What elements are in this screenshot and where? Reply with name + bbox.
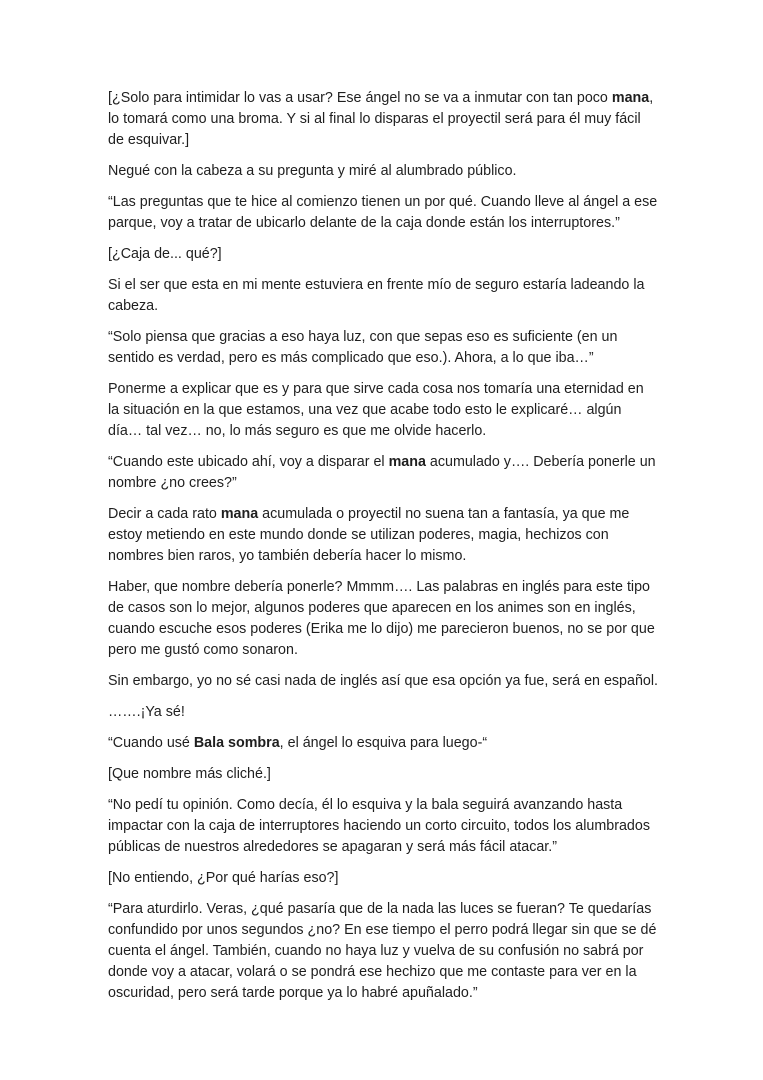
text-run: , el ángel lo esquiva para luego-“ [279, 735, 488, 751]
paragraph-2 [108, 161, 658, 182]
text-run: Negué con la cabeza a su pregunta y miré al alumbrado público. [108, 163, 517, 179]
paragraph-12 [108, 702, 658, 723]
text-run: Ponerme a explicar que es y para que sirve cada cosa nos tomaría una eternidad en la situación en la que estamos, una vez que acabe todo esto le explicaré… algún día… tal vez… no, lo más seguro es que me olvide hacerlo. [108, 381, 644, 439]
text-run: , lo tomará como una broma. Y si al final lo disparas el proyectil será para él muy fácil de esquivar.] [108, 90, 654, 148]
paragraph-9 [108, 504, 658, 567]
bold-term: mana [388, 454, 426, 470]
paragraph-13 [108, 733, 658, 754]
text-run: Decir a cada rato [108, 506, 221, 522]
text-run: [¿Solo para intimidar lo vas a usar? Ese ángel no se va a inmutar con tan poco [108, 90, 612, 106]
text-run: acumulada o proyectil no suena tan a fantasía, ya que me estoy metiendo en este mundo donde se utilizan poderes, magia, hechizos con nombres bien raros, yo también debería hacer lo mismo. [108, 506, 630, 564]
text-run: Si el ser que esta en mi mente estuviera en frente mío de seguro estaría ladeando la cabeza. [108, 277, 645, 314]
paragraph-1 [108, 88, 658, 151]
text-run: “Solo piensa que gracias a eso haya luz, con que sepas eso es suficiente (en un sentido es verdad, pero es más complicado que eso.). Ahora, a lo que iba…” [108, 329, 618, 366]
text-run: [¿Caja de... qué?] [108, 246, 222, 262]
paragraph-7 [108, 379, 658, 442]
bold-term: mana [220, 506, 259, 522]
paragraph-17 [108, 899, 658, 1004]
bold-term: mana [611, 90, 650, 106]
text-run: Haber, que nombre debería ponerle? Mmmm…. Las palabras en inglés para este tipo de casos son lo mejor, algunos poderes que aparecen en los animes son en inglés, cuando escuche esos poderes (Erika me lo dijo) me parecieron buenos, no se por que pero me gustó como sonaron. [108, 579, 655, 658]
text-run: “Cuando usé [108, 735, 194, 751]
text-run: Sin embargo, yo no sé casi nada de inglés así que esa opción ya fue, será en español. [108, 673, 658, 689]
text-run: [Que nombre más cliché.] [108, 766, 271, 782]
text-run: “Para aturdirlo. Veras, ¿qué pasaría que de la nada las luces se fueran? Te quedarías confundido por unos segundos ¿no? En ese tiempo el perro podrá llegar sin que se dé cuenta el ángel. También, cuando no haya luz y vuelva de su confusión no sabrá por donde voy a atacar, volará o se pondrá ese hechizo que me contaste para ver en la oscuridad, pero será tarde porque ya lo habré apuñalado.” [108, 901, 657, 1001]
paragraph-10 [108, 577, 658, 661]
paragraph-14 [108, 764, 658, 785]
paragraph-3 [108, 192, 658, 234]
paragraph-5 [108, 275, 658, 317]
text-run: acumulado y…. Debería ponerle un nombre ¿no crees?” [108, 454, 656, 491]
bold-term: Bala sombra [193, 735, 280, 751]
paragraph-6 [108, 327, 658, 369]
paragraph-4 [108, 244, 658, 265]
text-run: “Cuando este ubicado ahí, voy a disparar el [108, 454, 389, 470]
paragraph-16 [108, 868, 658, 889]
paragraph-11 [108, 671, 658, 692]
text-run: …….¡Ya sé! [108, 704, 185, 720]
paragraph-8 [108, 452, 658, 494]
paragraph-15 [108, 795, 658, 858]
document-page [108, 88, 658, 1014]
text-run: “No pedí tu opinión. Como decía, él lo esquiva y la bala seguirá avanzando hasta impactar con la caja de interruptores haciendo un corto circuito, todos los alumbrados públicas de nuestros alrededores se apagaran y será más fácil atacar.” [108, 797, 650, 855]
text-run: “Las preguntas que te hice al comienzo tienen un por qué. Cuando lleve al ángel a ese parque, voy a tratar de ubicarlo delante de la caja donde están los interruptores.” [108, 194, 658, 231]
text-run: [No entiendo, ¿Por qué harías eso?] [108, 870, 339, 886]
